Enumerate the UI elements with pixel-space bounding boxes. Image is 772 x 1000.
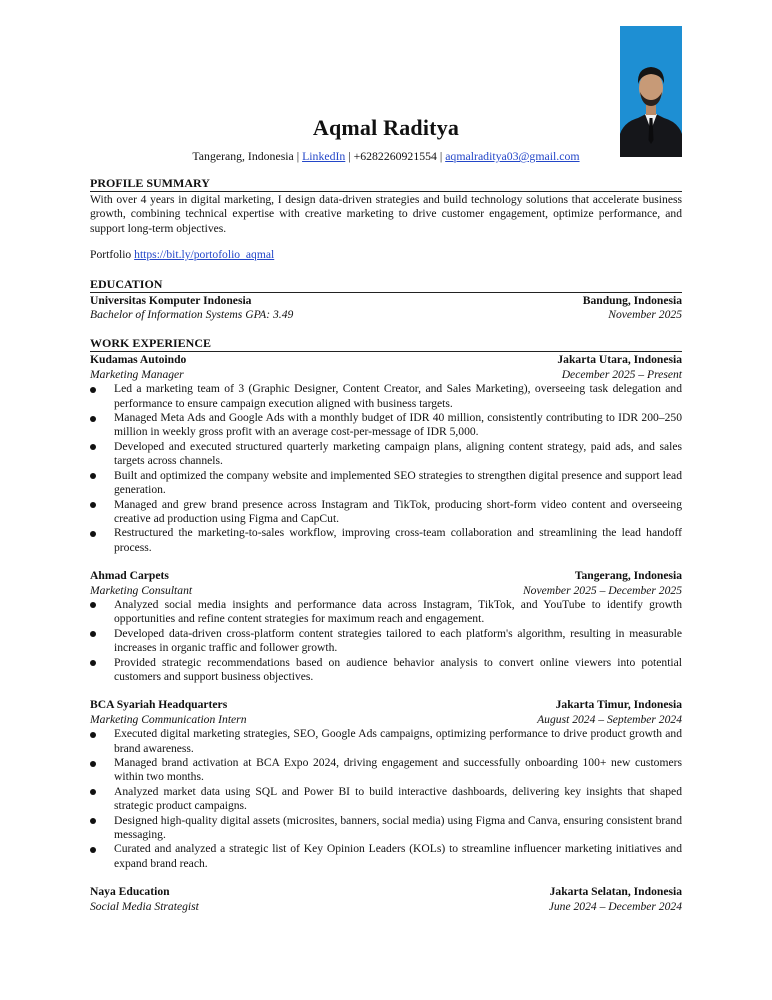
bullet-item: Managed brand activation at BCA Expo 2024, driving engagement and successfully onboarding 100+ new customers within two months. <box>90 756 682 785</box>
company-name: Naya Education <box>90 885 170 899</box>
bullet-item: Analyzed social media insights and performance data across Instagram, TikTok, and YouTube to identify growth opportunities and refine content strategies for maximum reach and engagement. <box>90 598 682 627</box>
job-location: Jakarta Selatan, Indonesia <box>549 885 682 899</box>
email-link[interactable]: aqmalraditya03@gmail.com <box>445 149 580 163</box>
portfolio-label: Portfolio <box>90 248 132 262</box>
school-location: Bandung, Indonesia <box>582 293 682 307</box>
job-entry <box>90 698 682 871</box>
bullet-item: Managed and grew brand presence across Instagram and TikTok, producing short-form video content and overseeing creative ad production using Figma and CapCut. <box>90 498 682 527</box>
portfolio-link[interactable]: https://bit.ly/portofolio_aqmal <box>134 248 275 262</box>
contact-line <box>90 149 682 163</box>
job-entry <box>90 569 682 684</box>
bullet-item: Analyzed market data using SQL and Power BI to build interactive dashboards, delivering key insights that shaped strategic product campaigns. <box>90 785 682 814</box>
profile-summary-heading: PROFILE SUMMARY <box>90 176 682 192</box>
job-bullets <box>90 727 682 871</box>
bullet-item: Built and optimized the company website and implemented SEO strategies to strengthen digital presence and support lead generation. <box>90 469 682 498</box>
separator: | <box>293 149 303 163</box>
company-name: Ahmad Carpets <box>90 569 169 583</box>
location-text: Tangerang, Indonesia <box>192 149 294 163</box>
job-date: June 2024 – December 2024 <box>548 899 682 913</box>
education-heading: EDUCATION <box>90 277 682 293</box>
job-bullets <box>90 598 682 684</box>
degree-text: Bachelor of Information Systems GPA: 3.49 <box>90 308 294 322</box>
education-detail-row <box>90 308 682 322</box>
job-role: Marketing Communication Intern <box>90 712 247 726</box>
company-name: Kudamas Autoindo <box>90 353 187 367</box>
linkedin-link[interactable]: LinkedIn <box>302 149 346 163</box>
job-role: Marketing Manager <box>90 367 184 381</box>
bullet-item: Developed data-driven cross-platform content strategies tailored to each platform's algorithm, resulting in measurable increases in organic traffic and follower growth. <box>90 627 682 656</box>
company-name: BCA Syariah Headquarters <box>90 698 228 712</box>
job-entry <box>90 885 682 914</box>
bullet-item: Developed and executed structured quarterly marketing campaign plans, aligning content strategy, paid ads, and sales targets across channels. <box>90 440 682 469</box>
bullet-item: Provided strategic recommendations based on audience behavior analysis to convert online viewers into potential customers and support business objectives. <box>90 656 682 685</box>
job-role: Marketing Consultant <box>90 583 193 597</box>
portfolio-line <box>90 248 682 262</box>
job-date: December 2025 – Present <box>561 367 682 381</box>
bullet-item: Restructured the marketing-to-sales workflow, improving cross-team collaboration and streamlining the lead handoff process. <box>90 526 682 555</box>
bullet-item: Managed Meta Ads and Google Ads with a monthly budget of IDR 40 million, consistently contributing to IDR 200–250 million in weekly gross profit with an average cost-per-message of IDR 5,000. <box>90 411 682 440</box>
graduation-date: November 2025 <box>608 308 682 322</box>
separator: | <box>345 149 354 163</box>
candidate-name: Aqmal Raditya <box>312 115 460 140</box>
job-location: Jakarta Timur, Indonesia <box>555 698 682 712</box>
education-row <box>90 294 682 308</box>
school-name: Universitas Komputer Indonesia <box>90 293 252 307</box>
job-date: November 2025 – December 2025 <box>522 583 682 597</box>
bullet-item: Executed digital marketing strategies, SEO, Google Ads campaigns, optimizing performance to drive product growth and brand awareness. <box>90 727 682 756</box>
work-experience-heading: WORK EXPERIENCE <box>90 336 682 352</box>
job-bullets <box>90 382 682 555</box>
separator: | <box>436 149 446 163</box>
job-date: August 2024 – September 2024 <box>537 712 682 726</box>
job-location: Jakarta Utara, Indonesia <box>557 353 682 367</box>
resume-header <box>90 116 682 163</box>
job-role: Social Media Strategist <box>90 899 199 913</box>
profile-summary-text: With over 4 years in digital marketing, I design data-driven strategies and build technology solutions that accelerate business growth, combining technical expertise with creative marketing to drive customer engagement, optimize performance, and support long-term objectives. <box>90 193 682 235</box>
job-location: Tangerang, Indonesia <box>574 569 682 583</box>
phone-text: +6282260921554 <box>353 149 437 163</box>
job-entry <box>90 353 682 555</box>
resume-content <box>90 176 682 914</box>
bullet-item: Curated and analyzed a strategic list of Key Opinion Leaders (KOLs) to streamline influencer marketing initiatives and expand brand reach. <box>90 842 682 871</box>
bullet-item: Led a marketing team of 3 (Graphic Designer, Content Creator, and Sales Marketing), overseeing task delegation and performance to ensure campaign execution aligned with business targets. <box>90 382 682 411</box>
bullet-item: Designed high-quality digital assets (microsites, banners, social media) using Figma and Canva, ensuring consistent brand messaging. <box>90 814 682 843</box>
